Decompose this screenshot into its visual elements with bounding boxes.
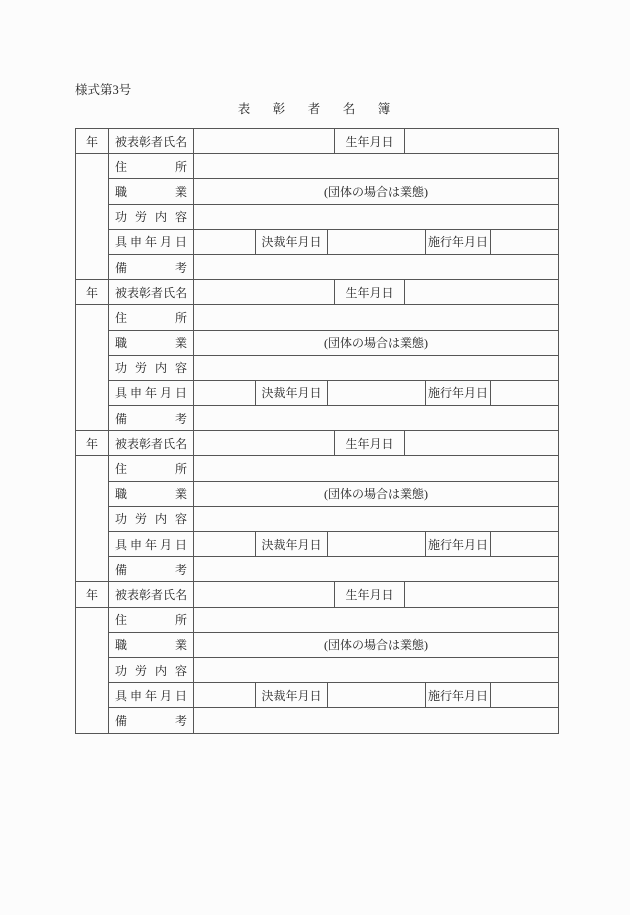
merit-label: 功 労 内 容	[115, 663, 187, 678]
recommendation-date-field	[194, 380, 256, 405]
entry-block	[76, 582, 559, 733]
page-title: 表 彰 者 名 簿	[237, 102, 396, 116]
awardee-name-field	[194, 582, 335, 607]
merit-field	[194, 204, 559, 229]
recommendation-date-label-cell	[109, 229, 194, 254]
awardee-name-field	[194, 431, 335, 456]
address-label-cell	[109, 456, 194, 481]
enforcement-date-label-cell: 施行年月日	[426, 532, 491, 557]
occupation-note-cell: (団体の場合は業態)	[194, 330, 559, 355]
occupation-note-cell: (団体の場合は業態)	[194, 632, 559, 657]
entry-block	[76, 280, 559, 431]
occupation-label-cell	[109, 330, 194, 355]
merit-field	[194, 355, 559, 380]
remarks-label-cell	[109, 557, 194, 582]
occupation-row	[76, 330, 559, 355]
recommendation-date-field	[194, 683, 256, 708]
occupation-label: 職 業	[115, 184, 187, 199]
entry-block	[76, 431, 559, 582]
year-label-cell: 年	[76, 129, 109, 154]
address-label: 住 所	[115, 159, 187, 174]
remarks-label: 備 考	[115, 411, 187, 426]
award-roster-table	[75, 128, 559, 734]
recommendation-date-label-cell	[109, 380, 194, 405]
enforcement-date-label-cell: 施行年月日	[426, 683, 491, 708]
awardee-name-label-cell	[109, 129, 194, 154]
dates-row	[76, 380, 559, 405]
entry-block	[76, 129, 559, 280]
approval-date-label-cell: 決裁年月日	[256, 380, 328, 405]
merit-label-cell	[109, 657, 194, 682]
entry-header-row	[76, 129, 559, 154]
awardee-name-label: 被 表 彰 者 氏 名	[115, 436, 188, 451]
enforcement-date-field	[491, 229, 559, 254]
awardee-name-label: 被 表 彰 者 氏 名	[115, 285, 188, 300]
approval-date-field	[328, 532, 426, 557]
approval-date-label-cell: 決裁年月日	[256, 683, 328, 708]
merit-label: 功 労 内 容	[115, 210, 187, 225]
occupation-note-cell: (団体の場合は業態)	[194, 481, 559, 506]
remarks-label: 備 考	[115, 713, 187, 728]
remarks-label: 備 考	[115, 562, 187, 577]
remarks-field	[194, 254, 559, 279]
occupation-label-cell	[109, 179, 194, 204]
year-label-cell: 年	[76, 582, 109, 607]
awardee-name-field	[194, 280, 335, 305]
entry-header-row	[76, 431, 559, 456]
remarks-row	[76, 254, 559, 279]
remarks-field	[194, 708, 559, 733]
awardee-name-label: 被 表 彰 者 氏 名	[115, 134, 188, 149]
merit-row	[76, 657, 559, 682]
birth-date-label-cell: 生年月日	[335, 431, 405, 456]
recommendation-date-label: 具 申 年 月 日	[115, 537, 187, 552]
merit-field	[194, 506, 559, 531]
awardee-name-field	[194, 129, 335, 154]
merit-label: 功 労 内 容	[115, 361, 187, 376]
merit-row	[76, 355, 559, 380]
year-field	[76, 456, 109, 582]
approval-date-field	[328, 229, 426, 254]
occupation-label: 職 業	[115, 638, 187, 653]
merit-row	[76, 204, 559, 229]
address-label-cell	[109, 305, 194, 330]
birth-date-label-cell: 生年月日	[335, 582, 405, 607]
entry-header-row	[76, 280, 559, 305]
awardee-name-label-cell	[109, 582, 194, 607]
merit-row	[76, 506, 559, 531]
enforcement-date-field	[491, 683, 559, 708]
dates-row	[76, 532, 559, 557]
recommendation-date-label-cell	[109, 532, 194, 557]
birth-date-field	[405, 582, 559, 607]
merit-label: 功 労 内 容	[115, 512, 187, 527]
recommendation-date-label-cell	[109, 683, 194, 708]
remarks-row	[76, 708, 559, 733]
awardee-name-label: 被 表 彰 者 氏 名	[115, 587, 188, 602]
enforcement-date-field	[491, 380, 559, 405]
remarks-row	[76, 406, 559, 431]
recommendation-date-label: 具 申 年 月 日	[115, 386, 187, 401]
remarks-row	[76, 557, 559, 582]
address-field	[194, 154, 559, 179]
occupation-note-cell: (団体の場合は業態)	[194, 179, 559, 204]
occupation-label: 職 業	[115, 487, 187, 502]
remarks-field	[194, 406, 559, 431]
year-field	[76, 154, 109, 280]
occupation-label-cell	[109, 632, 194, 657]
address-label-cell	[109, 607, 194, 632]
awardee-name-label-cell	[109, 431, 194, 456]
year-label-cell: 年	[76, 431, 109, 456]
merit-label-cell	[109, 355, 194, 380]
merit-label-cell	[109, 204, 194, 229]
address-field	[194, 456, 559, 481]
address-field	[194, 607, 559, 632]
birth-date-label-cell: 生年月日	[335, 280, 405, 305]
merit-field	[194, 657, 559, 682]
occupation-label-cell	[109, 481, 194, 506]
birth-date-field	[405, 431, 559, 456]
address-row	[76, 305, 559, 330]
birth-date-field	[405, 280, 559, 305]
occupation-row	[76, 632, 559, 657]
year-field	[76, 305, 109, 431]
enforcement-date-field	[491, 532, 559, 557]
occupation-row	[76, 179, 559, 204]
occupation-row	[76, 481, 559, 506]
recommendation-date-field	[194, 229, 256, 254]
address-label: 住 所	[115, 310, 187, 325]
awardee-name-label-cell	[109, 280, 194, 305]
recommendation-date-label: 具 申 年 月 日	[115, 235, 187, 250]
birth-date-label-cell: 生年月日	[335, 129, 405, 154]
address-label: 住 所	[115, 613, 187, 628]
form-number: 様式第3号	[75, 83, 132, 97]
address-row	[76, 456, 559, 481]
remarks-field	[194, 557, 559, 582]
remarks-label-cell	[109, 406, 194, 431]
recommendation-date-field	[194, 532, 256, 557]
recommendation-date-label: 具 申 年 月 日	[115, 688, 187, 703]
address-field	[194, 305, 559, 330]
occupation-label: 職 業	[115, 336, 187, 351]
dates-row	[76, 683, 559, 708]
remarks-label: 備 考	[115, 260, 187, 275]
merit-label-cell	[109, 506, 194, 531]
remarks-label-cell	[109, 254, 194, 279]
address-label-cell	[109, 154, 194, 179]
approval-date-field	[328, 380, 426, 405]
address-row	[76, 607, 559, 632]
birth-date-field	[405, 129, 559, 154]
address-label: 住 所	[115, 462, 187, 477]
approval-date-label-cell: 決裁年月日	[256, 532, 328, 557]
address-row	[76, 154, 559, 179]
remarks-label-cell	[109, 708, 194, 733]
approval-date-label-cell: 決裁年月日	[256, 229, 328, 254]
entry-header-row	[76, 582, 559, 607]
dates-row	[76, 229, 559, 254]
year-field	[76, 607, 109, 733]
enforcement-date-label-cell: 施行年月日	[426, 229, 491, 254]
enforcement-date-label-cell: 施行年月日	[426, 380, 491, 405]
year-label-cell: 年	[76, 280, 109, 305]
approval-date-field	[328, 683, 426, 708]
